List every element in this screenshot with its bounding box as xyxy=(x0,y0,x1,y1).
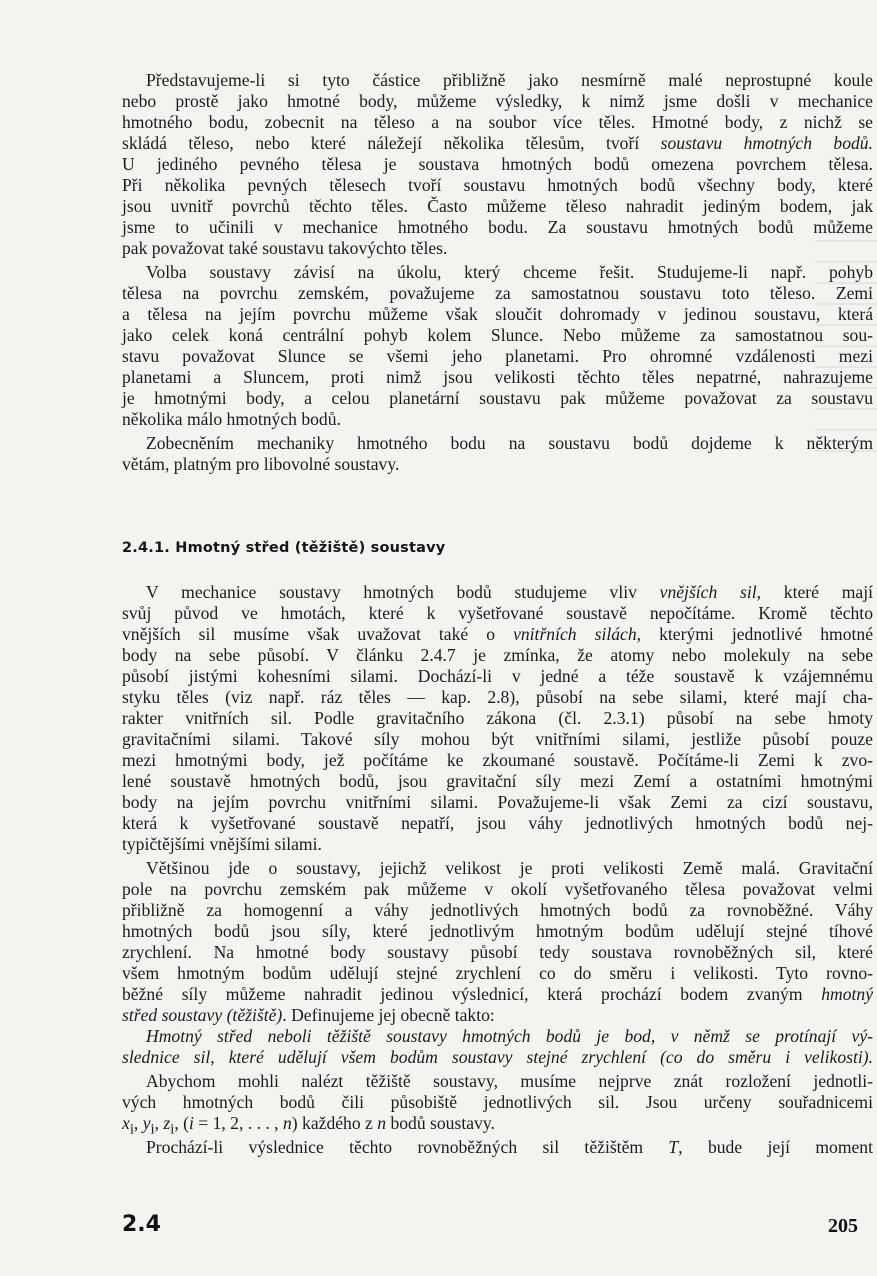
text-line: stavu považovat Slunce se všemi jeho planetami. Pro ohromné vzdálenosti mezi xyxy=(122,346,873,366)
text-line: body na jejím povrchu vnitřními silami. Považujeme-li však Zemi za cizí soustavu, xyxy=(122,792,873,812)
text-line: vých hmotných bodů čili působiště jednotlivých sil. Jsou určeny souřadnicemi xyxy=(122,1092,873,1112)
text-line: body na sebe působí. V článku 2.4.7 je zmínka, že atomy nebo molekuly na sebe xyxy=(122,645,873,665)
text-span: , xyxy=(133,1113,143,1133)
text-line xyxy=(146,582,873,603)
text-span: . Definujeme jej obecně takto: xyxy=(282,1005,495,1025)
text-line: hmotných bodů jsou síly, které jednotlivým hmotným bodům udělují stejné tíhové xyxy=(122,921,873,941)
text-line: Volba soustavy závisí na úkolu, který chceme řešit. Studujeme-li např. pohyb xyxy=(146,262,873,282)
text-line xyxy=(122,624,873,645)
text-line: Při několika pevných tělesech tvoří soustavu hmotných bodů všechny body, které xyxy=(122,175,873,195)
text-line: a tělesa na jejím povrchu můžeme však sloučit dohromady v jedinou soustavu, která xyxy=(122,304,873,324)
text-line: zrychlení. Na hmotné body soustavy působí tedy soustava rovnoběžných sil, které xyxy=(122,942,873,962)
math-subscript: i xyxy=(170,1121,175,1138)
text-line: větám, platným pro libovolné soustavy. xyxy=(122,454,400,474)
text-line: styku těles (viz např. ráz těles — kap. 2.8), působí na sebe silami, které mají cha- xyxy=(122,687,873,707)
text-line: pole na povrchu zemském pak můžeme v okolí vyšetřovaného tělesa považovat velmi xyxy=(122,879,873,899)
definition-text: slednice sil, které udělují všem bodům soustavy stejné zrychlení (co do směru i velikosti). xyxy=(122,1047,873,1067)
text-line xyxy=(146,1137,873,1158)
math-n: n xyxy=(282,1113,292,1133)
text-span: skládá těleso, nebo které náležejí několika tělesům, tvoří xyxy=(122,133,661,153)
text-line: lené soustavě hmotných bodů, jsou gravitační síly mezi Zemí a ostatními hmotnými xyxy=(122,771,873,791)
text-line xyxy=(122,133,873,154)
text-line: gravitačními silami. Takové síly mohou být vnitřními silami, jestliže působí pouze xyxy=(122,729,873,749)
text-line xyxy=(122,1005,873,1026)
text-line: hmotného bodu, zobecnit na těleso a na soubor více těles. Hmotné body, z nichž se xyxy=(122,112,873,132)
text-span: , bude její moment xyxy=(678,1137,873,1157)
text-line: nebo prostě jako hmotné body, můžeme výsledky, k nimž jsme došli v mechanice xyxy=(122,91,873,111)
definition-text: Hmotný střed neboli těžiště soustavy hmotných bodů je bod, v němž se protínají vý- xyxy=(146,1026,873,1046)
text-line: Většinou jde o soustavy, jejichž velikost je proti velikosti Země malá. Gravitační xyxy=(146,858,873,878)
math-y: y xyxy=(142,1113,151,1133)
emphasis-term: střed soustavy (těžiště) xyxy=(122,1005,283,1025)
emphasis-term: vnějších sil xyxy=(659,582,757,602)
text-line: několika málo hmotných bodů. xyxy=(122,409,341,429)
math-subscript: i xyxy=(150,1121,155,1138)
text-line: typičtějšími vnějšími silami. xyxy=(122,834,322,854)
text-span: běžné síly můžeme nahradit jedinou výslednicí, která prochází bodem zvaným xyxy=(122,984,822,1004)
text-span: , ( xyxy=(174,1113,189,1133)
text-line: všem hmotným bodům udělují stejné zrychlení co do směru i velikosti. Tyto rovno- xyxy=(122,963,873,983)
text-line: Představujeme-li si tyto částice přibližně jako nesmírně malé neprostupné koule xyxy=(146,70,873,90)
math-z: z xyxy=(163,1113,171,1133)
text-line: působí jistými kohesními silami. Dochází-li v jedné a téže soustavě k vzájemnému xyxy=(122,666,873,686)
math-subscript: i xyxy=(129,1121,134,1138)
text-line: planetami a Sluncem, proti nimž jsou velikosti těchto těles nepatrné, nahrazujeme xyxy=(122,367,873,387)
text-line: jako celek koná centrální pohyb kolem Slunce. Nebo můžeme za samostatnou sou- xyxy=(122,325,873,345)
text-line: svůj původ ve hmotách, které k vyšetřované soustavě nepočítáme. Kromě těchto xyxy=(122,603,873,623)
text-line: je hmotnými body, a celou planetární soustavu pak můžeme považovat za soustavu xyxy=(122,388,873,408)
text-span: , kterými jednotlivé hmotné xyxy=(636,624,874,644)
text-line: mezi hmotnými body, jež počítáme ke zkoumané soustavě. Počítáme-li Zemi k zvo- xyxy=(122,750,873,770)
text-span: = 1, 2, . . . , xyxy=(193,1113,283,1133)
text-line: pak považovat také soustavu takovýchto těles. xyxy=(122,238,448,258)
math-n: n xyxy=(377,1113,387,1133)
text-line: jsme to učinili v mechanice hmotného bodu. Za soustavu hmotných bodů můžeme xyxy=(122,217,873,237)
text-line: rakter vnitřních sil. Podle gravitačního zákona (čl. 2.3.1) působí na sebe hmoty xyxy=(122,708,873,728)
text-span: ) každého z xyxy=(291,1113,378,1133)
text-span: V mechanice soustavy hmotných bodů studujeme vliv xyxy=(146,582,660,602)
emphasis-term: soustavu hmotných bodů. xyxy=(660,133,873,153)
text-span: bodů soustavy. xyxy=(386,1113,495,1133)
definition-line xyxy=(122,1047,873,1068)
text-line: U jediného pevného tělesa je soustava hmotných bodů omezena povrchem tělesa. xyxy=(122,154,873,174)
text-span: vnějších sil musíme však uvažovat také o xyxy=(122,624,514,644)
text-span: , xyxy=(154,1113,164,1133)
definition-line xyxy=(146,1026,873,1047)
math-T: T xyxy=(668,1137,679,1157)
section-number: 2.4 xyxy=(122,1212,161,1237)
section-heading: 2.4.1. Hmotný střed (těžiště) soustavy xyxy=(122,540,446,556)
emphasis-term: vnitřních silách xyxy=(513,624,637,644)
text-line: která k vyšetřované soustavě nepatří, jsou váhy jednotlivých hmotných bodů nej- xyxy=(122,813,873,833)
text-line: jsou uvnitř povrchů těchto těles. Často můžeme těleso nahradit jediným bodem, jak xyxy=(122,196,873,216)
page-number: 205 xyxy=(828,1215,858,1237)
text-line: tělesa na povrchu zemském, považujeme za samostatnou soustavu toto těleso. Zemi xyxy=(122,283,873,303)
text-line: Zobecněním mechaniky hmotného bodu na soustavu bodů dojdeme k některým xyxy=(146,433,873,453)
text-line xyxy=(122,984,873,1005)
math-i: i xyxy=(188,1113,194,1133)
text-span: , které mají xyxy=(756,582,873,602)
math-x: x xyxy=(122,1113,130,1133)
text-line: Abychom mohli nalézt těžiště soustavy, musíme nejprve znát rozložení jednotli- xyxy=(146,1071,873,1091)
emphasis-term: hmotný xyxy=(821,984,873,1004)
text-line: přibližně za homogenní a váhy jednotlivých hmotných bodů za rovnoběžné. Váhy xyxy=(122,900,873,920)
text-span: Prochází-li výslednice těchto rovnoběžných sil těžištěm xyxy=(146,1137,669,1157)
